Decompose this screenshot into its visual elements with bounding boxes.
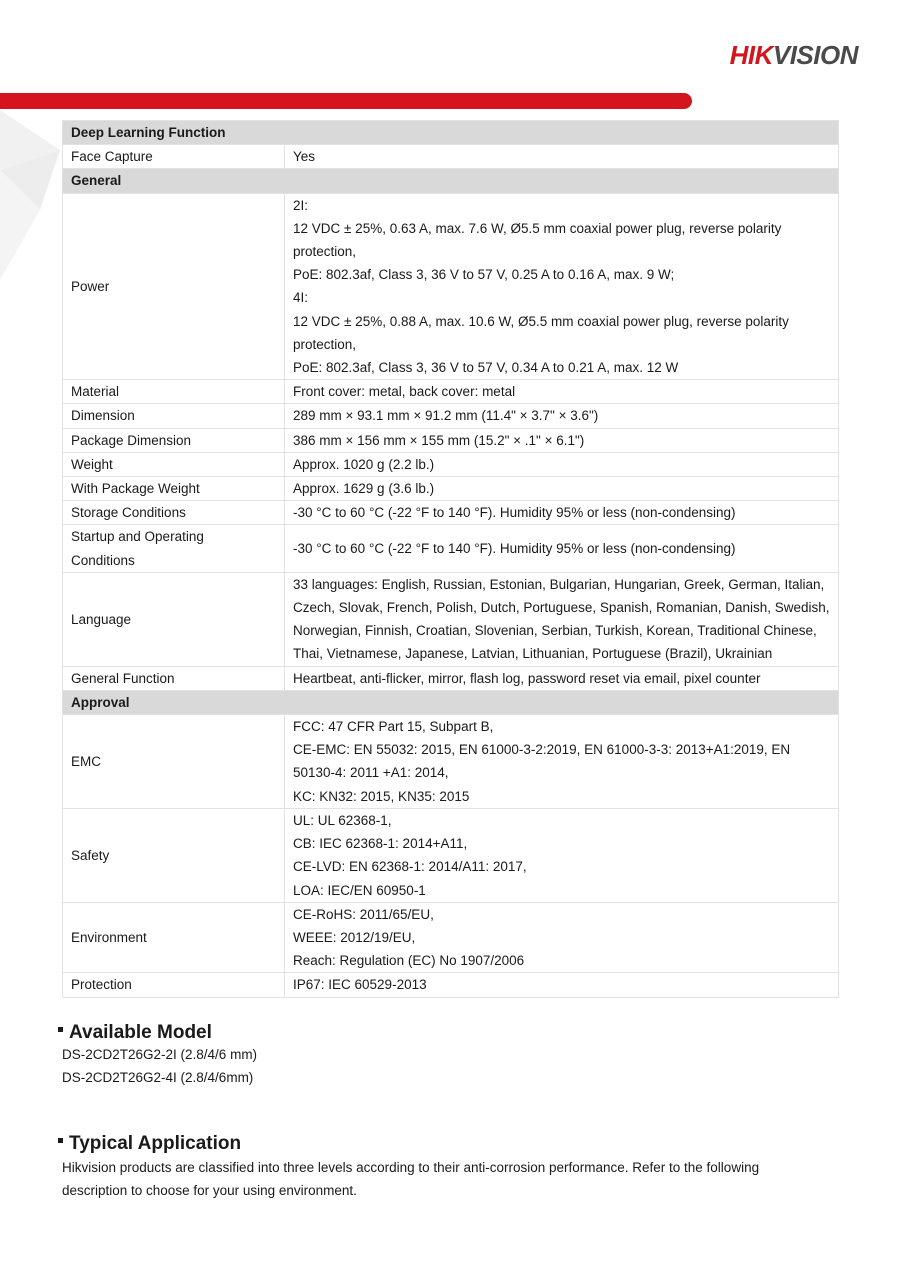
spec-value-line: protection,: [293, 244, 357, 260]
available-model-list: [62, 1043, 257, 1089]
spec-value-line: 386 mm × 156 mm × 155 mm (15.2" × .1" × 6.1"): [293, 432, 585, 448]
spec-key: Power: [63, 193, 285, 380]
spec-value: [285, 973, 839, 997]
table-row: [63, 404, 839, 428]
table-row: [63, 428, 839, 452]
spec-key: Dimension: [63, 404, 285, 428]
table-row: [63, 902, 839, 973]
typical-application-heading: Typical Application: [58, 1133, 241, 1155]
spec-value-line: 50130-4: 2011 +A1: 2014,: [293, 765, 449, 781]
model-item: DS-2CD2T26G2-4I (2.8/4/6mm): [62, 1070, 254, 1085]
spec-value: [285, 525, 839, 572]
bullet-square-icon: [58, 1138, 63, 1143]
section-title: General: [63, 169, 839, 193]
table-row: [63, 666, 839, 690]
model-item: DS-2CD2T26G2-2I (2.8/4/6 mm): [62, 1047, 258, 1062]
spec-key: Package Dimension: [63, 428, 285, 452]
spec-value-line: IP67: IEC 60529-2013: [293, 977, 427, 993]
table-row: [63, 452, 839, 476]
spec-value-line: 33 languages: English, Russian, Estonian, Bulgarian, Hungarian, Greek, German, Italian,: [293, 576, 825, 592]
table-row: [63, 525, 839, 572]
spec-key: Language: [63, 572, 285, 666]
spec-value: [285, 193, 839, 380]
spec-value-line: Heartbeat, anti-flicker, mirror, flash log, password reset via email, pixel counter: [293, 670, 761, 686]
section-title: Deep Learning Function: [63, 121, 839, 145]
spec-value: [285, 501, 839, 525]
spec-key: EMC: [63, 715, 285, 809]
spec-table: [62, 120, 839, 998]
spec-value: [285, 666, 839, 690]
typical-application-text: [62, 1156, 759, 1202]
spec-key: Storage Conditions: [63, 501, 285, 525]
spec-value-line: PoE: 802.3af, Class 3, 36 V to 57 V, 0.25 A to 0.16 A, max. 9 W;: [293, 267, 675, 283]
spec-value-line: 12 VDC ± 25%, 0.88 A, max. 10.6 W, Ø5.5 mm coaxial power plug, reverse polarity: [293, 313, 789, 329]
spec-value-line: KC: KN32: 2015, KN35: 2015: [293, 788, 470, 804]
table-row: [63, 145, 839, 169]
spec-value: [285, 428, 839, 452]
spec-value-line: 289 mm × 93.1 mm × 91.2 mm (11.4" × 3.7" × 3.6"): [293, 408, 599, 424]
spec-value-line: Thai, Vietnamese, Japanese, Latvian, Lithuanian, Portuguese (Brazil), Ukrainian: [293, 646, 773, 662]
spec-value-line: Yes: [293, 149, 316, 165]
spec-value-line: FCC: 47 CFR Part 15, Subpart B,: [293, 719, 494, 735]
section-header-row: [63, 690, 839, 714]
spec-key: General Function: [63, 666, 285, 690]
section-header-row: [63, 121, 839, 145]
table-row: [63, 572, 839, 666]
spec-value-line: Norwegian, Finnish, Croatian, Slovenian, Serbian, Turkish, Korean, Traditional Chinese,: [293, 623, 817, 639]
decorative-triangles-icon: [0, 110, 70, 290]
spec-value-line: CB: IEC 62368-1: 2014+A11,: [293, 836, 468, 852]
section-title: Approval: [63, 690, 839, 714]
table-row: [63, 715, 839, 809]
spec-key: Environment: [63, 902, 285, 973]
table-row: [63, 193, 839, 380]
spec-value-line: Czech, Slovak, French, Polish, Dutch, Portuguese, Spanish, Romanian, Danish, Swedish,: [293, 600, 830, 616]
spec-value: [285, 902, 839, 973]
table-row: [63, 380, 839, 404]
spec-value-line: CE-LVD: EN 62368-1: 2014/A11: 2017,: [293, 859, 527, 875]
spec-value-line: 4I:: [293, 290, 309, 306]
spec-value-line: -30 °C to 60 °C (-22 °F to 140 °F). Humidity 95% or less (non-condensing): [293, 505, 736, 521]
spec-value-line: WEEE: 2012/19/EU,: [293, 929, 416, 945]
spec-value-line: protection,: [293, 336, 357, 352]
spec-key-line: Startup and Operating: [71, 529, 204, 545]
spec-value-line: 2I:: [293, 197, 309, 213]
spec-key: Protection: [63, 973, 285, 997]
paragraph-line: description to choose for your using environment.: [62, 1183, 357, 1198]
spec-value-line: PoE: 802.3af, Class 3, 36 V to 57 V, 0.34 A to 0.21 A, max. 12 W: [293, 360, 679, 376]
spec-value: [285, 808, 839, 902]
spec-value-line: UL: UL 62368-1,: [293, 812, 392, 828]
spec-value-line: CE-EMC: EN 55032: 2015, EN 61000-3-2:2019, EN 61000-3-3: 2013+A1:2019, EN: [293, 742, 791, 758]
spec-value: [285, 715, 839, 809]
spec-value-line: CE-RoHS: 2011/65/EU,: [293, 906, 434, 922]
spec-value: [285, 572, 839, 666]
spec-value-line: -30 °C to 60 °C (-22 °F to 140 °F). Humidity 95% or less (non-condensing): [293, 541, 736, 557]
table-row: [63, 477, 839, 501]
spec-value: [285, 404, 839, 428]
spec-value-line: Reach: Regulation (EC) No 1907/2006: [293, 953, 525, 969]
spec-value-line: Front cover: metal, back cover: metal: [293, 384, 516, 400]
header-red-bar: [0, 93, 692, 109]
available-model-heading: Available Model: [58, 1022, 212, 1044]
spec-key: Weight: [63, 452, 285, 476]
spec-value-line: Approx. 1629 g (3.6 lb.): [293, 481, 435, 497]
table-row: [63, 808, 839, 902]
spec-value: [285, 380, 839, 404]
spec-value: [285, 452, 839, 476]
spec-key: Safety: [63, 808, 285, 902]
spec-key-line: Conditions: [71, 552, 135, 568]
spec-value: [285, 477, 839, 501]
section-header-row: [63, 169, 839, 193]
spec-key: [63, 525, 285, 572]
spec-value-line: 12 VDC ± 25%, 0.63 A, max. 7.6 W, Ø5.5 mm coaxial power plug, reverse polarity: [293, 220, 782, 236]
hikvision-logo: HIKVISION: [729, 40, 858, 70]
table-row: [63, 973, 839, 997]
spec-key: Material: [63, 380, 285, 404]
spec-key: With Package Weight: [63, 477, 285, 501]
spec-value-line: Approx. 1020 g (2.2 lb.): [293, 456, 435, 472]
spec-value-line: LOA: IEC/EN 60950-1: [293, 882, 426, 898]
spec-value: [285, 145, 839, 169]
spec-key: Face Capture: [63, 145, 285, 169]
paragraph-line: Hikvision products are classified into three levels according to their anti-corrosion performance. Refer to the following: [62, 1160, 760, 1175]
bullet-square-icon: [58, 1027, 63, 1032]
table-row: [63, 501, 839, 525]
